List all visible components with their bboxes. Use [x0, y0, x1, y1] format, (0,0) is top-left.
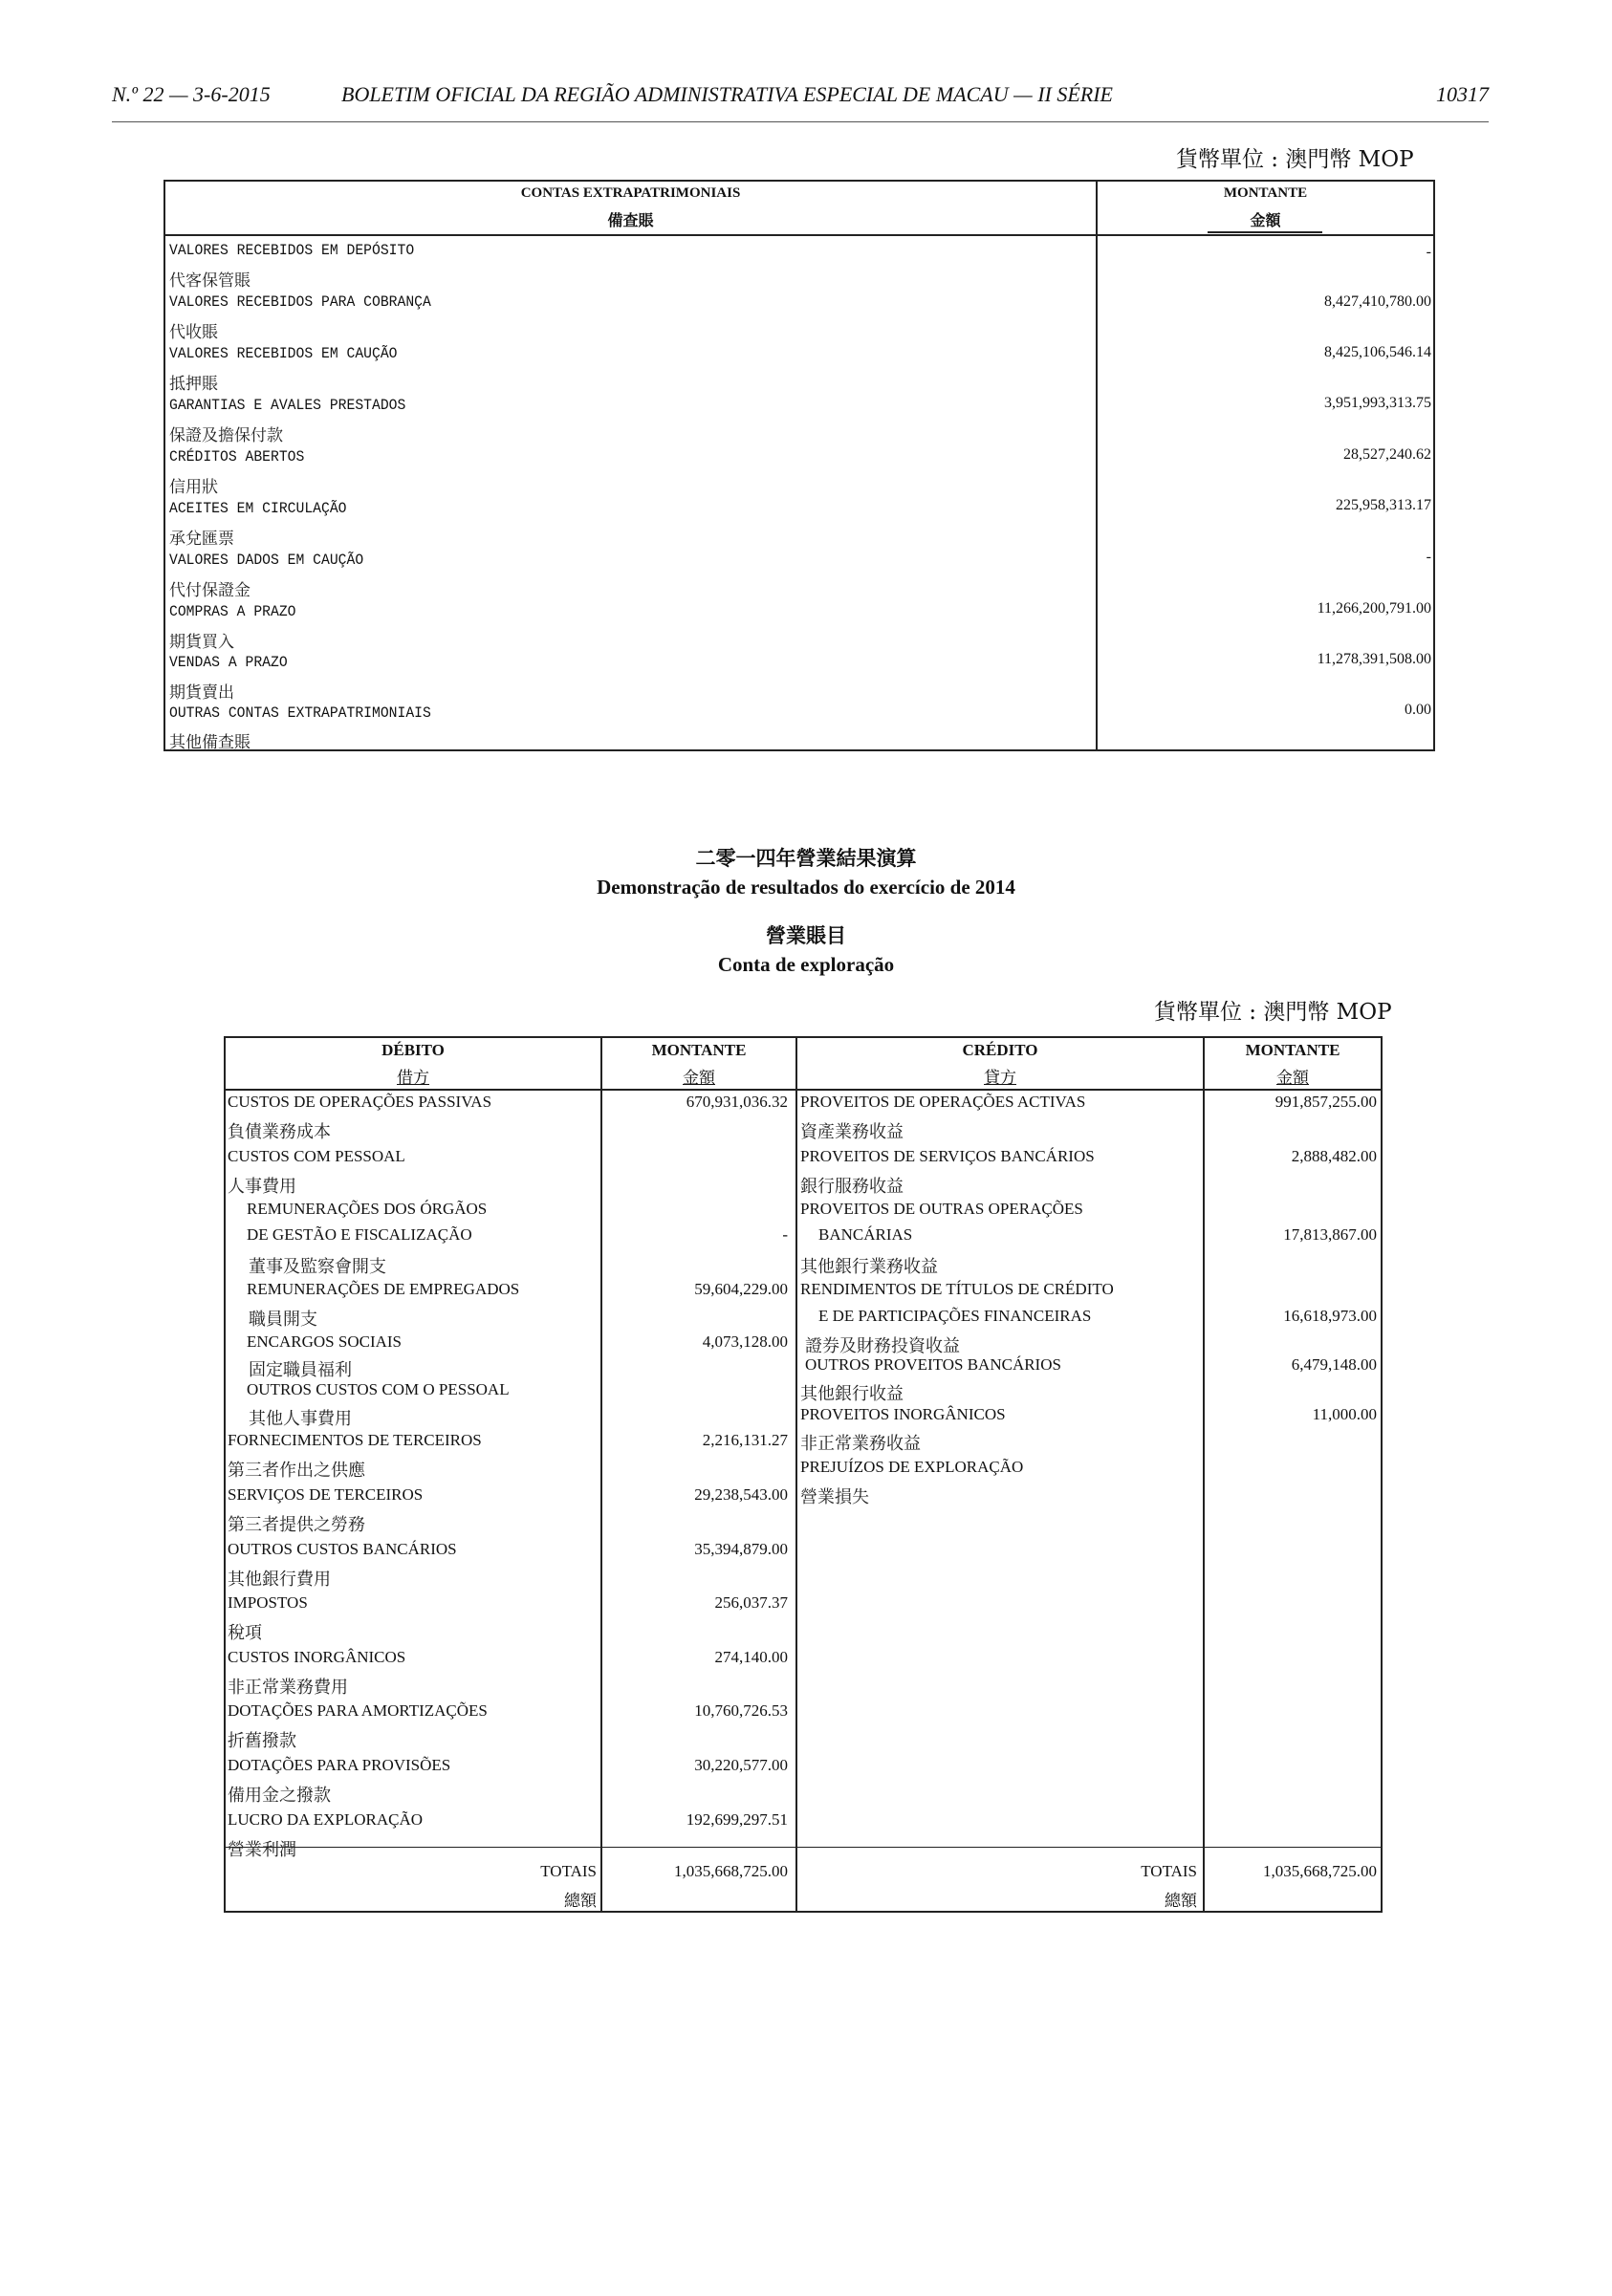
- debit-label-zh: 折舊撥款: [228, 1731, 296, 1751]
- credit-amount: 991,857,255.00: [1274, 1093, 1377, 1111]
- col-header-accounts-zh: 備查賬: [607, 211, 654, 229]
- credit-label: PROVEITOS INORGÂNICOS: [800, 1405, 1006, 1423]
- row-label-zh: 抵押賬: [169, 375, 218, 394]
- debit-amount: 59,604,229.00: [694, 1280, 788, 1298]
- row-label-zh: 其他備查賬: [169, 733, 251, 752]
- debit-label-zh: 營業利潤: [228, 1840, 296, 1860]
- debit-amount: 256,037.37: [714, 1593, 788, 1612]
- row-amount: 3,951,993,313.75: [1324, 395, 1431, 411]
- debit-label: ENCARGOS SOCIAIS: [247, 1332, 402, 1351]
- debit-label-zh: 職員開支: [249, 1310, 317, 1330]
- page-header: [112, 82, 1489, 120]
- col-header-debit: DÉBITO: [381, 1041, 445, 1059]
- col-header-debit-amount: MONTANTE: [651, 1041, 747, 1059]
- col-header-accounts: CONTAS EXTRAPATRIMONIAIS: [520, 185, 741, 201]
- debit-label-cont: DE GESTÃO E FISCALIZAÇÃO: [247, 1225, 472, 1244]
- credit-label-zh: 證券及財務投資收益: [805, 1336, 960, 1356]
- row-amount: -: [1426, 244, 1431, 260]
- debit-label: REMUNERAÇÕES DE EMPREGADOS: [247, 1280, 520, 1298]
- column-divider: [1203, 1038, 1205, 1911]
- credit-amount: 11,000.00: [1312, 1405, 1377, 1423]
- row-amount: 28,527,240.62: [1343, 446, 1431, 463]
- credit-amount: 16,618,973.00: [1283, 1307, 1377, 1325]
- row-label-zh: 代付保證金: [169, 581, 251, 600]
- debit-total-amount: 1,035,668,725.00: [674, 1862, 788, 1880]
- totals-divider: [226, 1847, 1381, 1848]
- debit-totals-label: TOTAIS: [540, 1862, 597, 1880]
- row-label-zh: 期貨賣出: [169, 683, 234, 703]
- col-header-amount-zh: 金額: [1250, 211, 1281, 229]
- row-amount: 225,958,313.17: [1336, 497, 1431, 513]
- currency-unit-note: 貨幣單位 : 澳門幣 MOP: [1176, 147, 1414, 172]
- row-amount: 11,278,391,508.00: [1317, 651, 1431, 667]
- row-label: COMPRAS A PRAZO: [169, 603, 296, 620]
- credit-label-zh: 營業損失: [800, 1487, 869, 1507]
- statement-title-zh: 二零一四年營業結果演算: [695, 847, 917, 870]
- issue-number: N.º 22 — 3-6-2015: [112, 82, 271, 106]
- row-label: CRÉDITOS ABERTOS: [169, 448, 305, 466]
- debit-amount: 2,216,131.27: [702, 1431, 788, 1449]
- debit-label-zh: 其他人事費用: [249, 1409, 352, 1429]
- debit-label: CUSTOS COM PESSOAL: [228, 1147, 405, 1165]
- header-divider: [226, 1089, 1381, 1091]
- row-label-zh: 承兌匯票: [169, 530, 234, 549]
- credit-total-amount: 1,035,668,725.00: [1263, 1862, 1377, 1880]
- column-divider: [600, 1038, 602, 1911]
- row-label: VALORES DADOS EM CAUÇÃO: [169, 552, 364, 569]
- debit-label-zh: 第三者提供之勞務: [228, 1515, 365, 1535]
- debit-amount: 4,073,128.00: [702, 1332, 788, 1351]
- debit-label-zh: 人事費用: [228, 1177, 296, 1197]
- row-label: GARANTIAS E AVALES PRESTADOS: [169, 397, 406, 414]
- credit-label: PROVEITOS DE OPERAÇÕES ACTIVAS: [800, 1093, 1086, 1111]
- col-header-credit-amount-zh: 金額: [1276, 1069, 1309, 1088]
- credit-label: PROVEITOS DE OUTRAS OPERAÇÕES: [800, 1200, 1083, 1218]
- debit-label-zh: 第三者作出之供應: [228, 1461, 365, 1481]
- row-label: VALORES RECEBIDOS EM DEPÓSITO: [169, 242, 415, 259]
- header-underline: [1208, 231, 1322, 233]
- row-label: VALORES RECEBIDOS PARA COBRANÇA: [169, 293, 431, 311]
- debit-amount: 274,140.00: [714, 1648, 788, 1666]
- row-label-zh: 代客保管賬: [169, 271, 251, 291]
- credit-label: OUTROS PROVEITOS BANCÁRIOS: [805, 1355, 1061, 1374]
- debit-label: SERVIÇOS DE TERCEIROS: [228, 1485, 424, 1504]
- off-balance-table: [163, 180, 1435, 751]
- debit-amount: 30,220,577.00: [694, 1756, 788, 1774]
- header-divider: [165, 234, 1433, 236]
- debit-label: CUSTOS INORGÂNICOS: [228, 1648, 406, 1666]
- row-amount: 0.00: [1405, 702, 1431, 718]
- debit-label: CUSTOS DE OPERAÇÕES PASSIVAS: [228, 1093, 492, 1111]
- credit-label-zh: 銀行服務收益: [800, 1177, 904, 1197]
- credit-label-cont: E DE PARTICIPAÇÕES FINANCEIRAS: [818, 1307, 1092, 1325]
- col-header-debit-amount-zh: 金額: [683, 1069, 715, 1088]
- debit-label: DOTAÇÕES PARA AMORTIZAÇÕES: [228, 1701, 488, 1720]
- col-header-debit-zh: 借方: [397, 1069, 429, 1088]
- debit-label: OUTROS CUSTOS COM O PESSOAL: [247, 1380, 510, 1398]
- row-amount: 8,425,106,546.14: [1324, 344, 1431, 360]
- debit-label-zh: 負債業務成本: [228, 1122, 331, 1142]
- col-header-credit-amount: MONTANTE: [1245, 1041, 1340, 1059]
- credit-label: RENDIMENTOS DE TÍTULOS DE CRÉDITO: [800, 1280, 1114, 1298]
- credit-amount: 2,888,482.00: [1291, 1147, 1377, 1165]
- debit-label: DOTAÇÕES PARA PROVISÕES: [228, 1756, 451, 1774]
- account-title: Conta de exploração: [717, 953, 895, 976]
- account-title-zh: 營業賬目: [766, 924, 846, 947]
- row-label: VALORES RECEBIDOS EM CAUÇÃO: [169, 345, 398, 362]
- credit-label-zh: 資產業務收益: [800, 1122, 904, 1142]
- credit-label-cont: BANCÁRIAS: [818, 1225, 913, 1244]
- debit-label-zh: 其他銀行費用: [228, 1570, 331, 1590]
- debit-label-zh: 稅項: [228, 1623, 262, 1643]
- debit-label: IMPOSTOS: [228, 1593, 308, 1612]
- debit-amount: 670,931,036.32: [686, 1093, 788, 1111]
- credit-totals-label-zh: 總額: [1165, 1892, 1197, 1911]
- row-label: ACEITES EM CIRCULAÇÃO: [169, 500, 347, 517]
- page-number: 10317: [1436, 82, 1489, 106]
- row-label: VENDAS A PRAZO: [169, 654, 288, 671]
- row-label-zh: 保證及擔保付款: [169, 426, 283, 445]
- col-header-credit-zh: 貸方: [984, 1069, 1016, 1088]
- debit-label: LUCRO DA EXPLORAÇÃO: [228, 1810, 424, 1829]
- credit-totals-label: TOTAIS: [1141, 1862, 1197, 1880]
- credit-label-zh: 其他銀行業務收益: [800, 1257, 938, 1277]
- credit-label-zh: 其他銀行收益: [800, 1384, 904, 1404]
- row-amount: 8,427,410,780.00: [1324, 293, 1431, 310]
- header-rule: [112, 121, 1489, 122]
- row-amount: -: [1426, 549, 1431, 565]
- debit-amount: 29,238,543.00: [694, 1485, 788, 1504]
- credit-label: PROVEITOS DE SERVIÇOS BANCÁRIOS: [800, 1147, 1095, 1165]
- col-header-credit: CRÉDITO: [962, 1041, 1038, 1059]
- currency-unit-note-2: 貨幣單位 : 澳門幣 MOP: [1154, 1000, 1392, 1025]
- debit-amount: 10,760,726.53: [694, 1701, 788, 1720]
- credit-amount: 6,479,148.00: [1291, 1355, 1377, 1374]
- debit-amount: 192,699,297.51: [686, 1810, 788, 1829]
- debit-label-zh: 備用金之撥款: [228, 1786, 331, 1806]
- debit-amount: -: [782, 1225, 788, 1244]
- debit-label: OUTROS CUSTOS BANCÁRIOS: [228, 1540, 457, 1558]
- row-amount: 11,266,200,791.00: [1317, 600, 1431, 617]
- column-divider: [795, 1038, 797, 1911]
- row-label-zh: 信用狀: [169, 478, 218, 497]
- credit-label-zh: 非正常業務收益: [800, 1434, 921, 1454]
- column-divider: [1096, 182, 1098, 749]
- statement-title: Demonstração de resultados do exercício de 2014: [597, 876, 1015, 899]
- debit-label-zh: 固定職員福利: [249, 1360, 352, 1380]
- debit-label: REMUNERAÇÕES DOS ÓRGÃOS: [247, 1200, 488, 1218]
- debit-label-zh: 非正常業務費用: [228, 1678, 348, 1698]
- bulletin-title: BOLETIM OFICIAL DA REGIÃO ADMINISTRATIVA ESPECIAL DE MACAU — II SÉRIE: [341, 82, 1113, 106]
- credit-amount: 17,813,867.00: [1283, 1225, 1377, 1244]
- debit-label: FORNECIMENTOS DE TERCEIROS: [228, 1431, 482, 1449]
- col-header-amount: MONTANTE: [1223, 185, 1308, 201]
- operating-account-table: [224, 1036, 1383, 1913]
- row-label-zh: 期貨買入: [169, 633, 234, 652]
- credit-label: PREJUÍZOS DE EXPLORAÇÃO: [800, 1458, 1024, 1476]
- row-label-zh: 代收賬: [169, 323, 218, 342]
- debit-amount: 35,394,879.00: [694, 1540, 788, 1558]
- debit-totals-label-zh: 總額: [564, 1892, 597, 1911]
- debit-label-zh: 董事及監察會開支: [249, 1257, 386, 1277]
- row-label: OUTRAS CONTAS EXTRAPATRIMONIAIS: [169, 704, 431, 722]
